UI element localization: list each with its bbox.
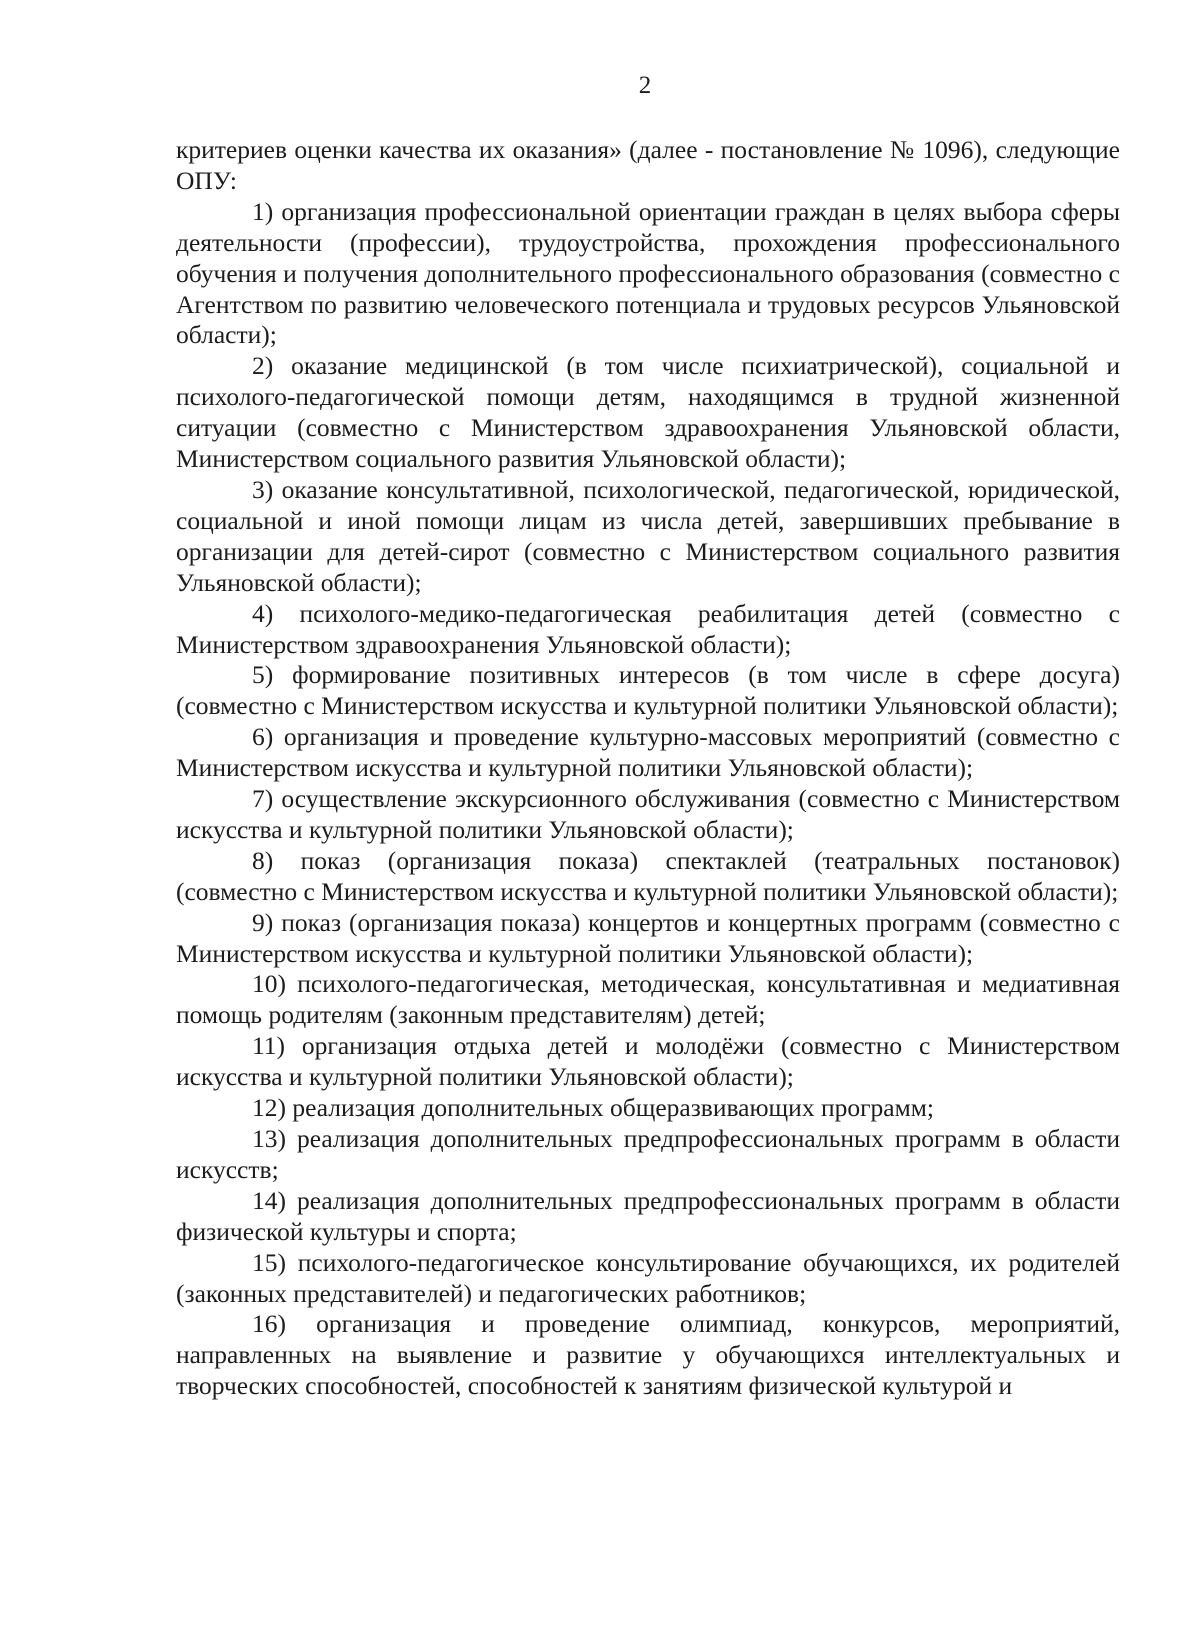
document-body [176,135,1120,1402]
list-item-6: 6) организация и проведение культурно-массовых мероприятий (совместно с Министерством искусства и культурной политики Ульяновской области); [176,722,1120,783]
list-item-16: 16) организация и проведение олимпиад, конкурсов, мероприятий, направленных на выявление и развитие у обучающихся интеллектуальных и творческих способностей, способностей к занятиям физической культурой и [176,1309,1120,1401]
list-item-11: 11) организация отдыха детей и молодёжи (совместно с Министерством искусства и культурной политики Ульяновской области); [176,1031,1120,1092]
list-item-13: 13) реализация дополнительных предпрофессиональных программ в области искусств; [176,1124,1120,1184]
list-item-8: 8) показ (организация показа) спектаклей (театральных постановок) (совместно с Министерством искусства и культурной политики Ульяновской области); [176,845,1120,906]
list-item-9: 9) показ (организация показа) концертов и концертных программ (совместно с Министерством искусства и культурной политики Ульяновской области); [176,907,1120,968]
list-item-7: 7) осуществление экскурсионного обслуживания (совместно с Министерством искусства и культурной политики Ульяновской области); [176,784,1120,844]
list-item-4: 4) психолого-медико-педагогическая реабилитация детей (совместно с Министерством здравоохранения Ульяновской области); [176,598,1120,659]
list-item-12: 12) реализация дополнительных общеразвивающих программ; [252,1093,934,1123]
list-item-5: 5) формирование позитивных интересов (в том числе в сфере досуга) (совместно с Министерством искусства и культурной политики Ульяновской области); [176,660,1120,721]
paragraph-continuation: критериев оценки качества их оказания» (далее - постановление № 1096), следующие ОПУ: [176,135,1120,195]
list-item-10: 10) психолого-педагогическая, методическая, консультативная и медиативная помощь родителям (законным представителям) детей; [176,969,1120,1030]
list-item-3: 3) оказание консультативной, психологической, педагогической, юридической, социальной и иной помощи лицам из числа детей, завершивших пребывание в организации для детей-сирот (совместно с Министерством социального развития Ульяновской области); [176,474,1120,597]
list-item-1: 1) организация профессиональной ориентации граждан в целях выбора сферы деятельности (профессии), трудоустройства, прохождения профессионального обучения и получения дополнительного профессионального образования (совместно с Агентством по развитию человеческого потенциала и трудовых ресурсов Ульяновской области); [176,196,1120,350]
list-item-15: 15) психолого-педагогическое консультирование обучающихся, их родителей (законных представителей) и педагогических работников; [176,1247,1120,1308]
list-item-2: 2) оказание медицинской (в том числе психиатрической), социальной и психолого-педагогической помощи детям, находящимся в трудной жизненной ситуации (совместно с Министерством здравоохранения Ульяновской области, Министерством социального развития Ульяновской области); [176,351,1120,474]
list-item-14: 14) реализация дополнительных предпрофессиональных программ в области физической культуры и спорта; [176,1185,1120,1246]
page-number: 2 [638,72,652,99]
